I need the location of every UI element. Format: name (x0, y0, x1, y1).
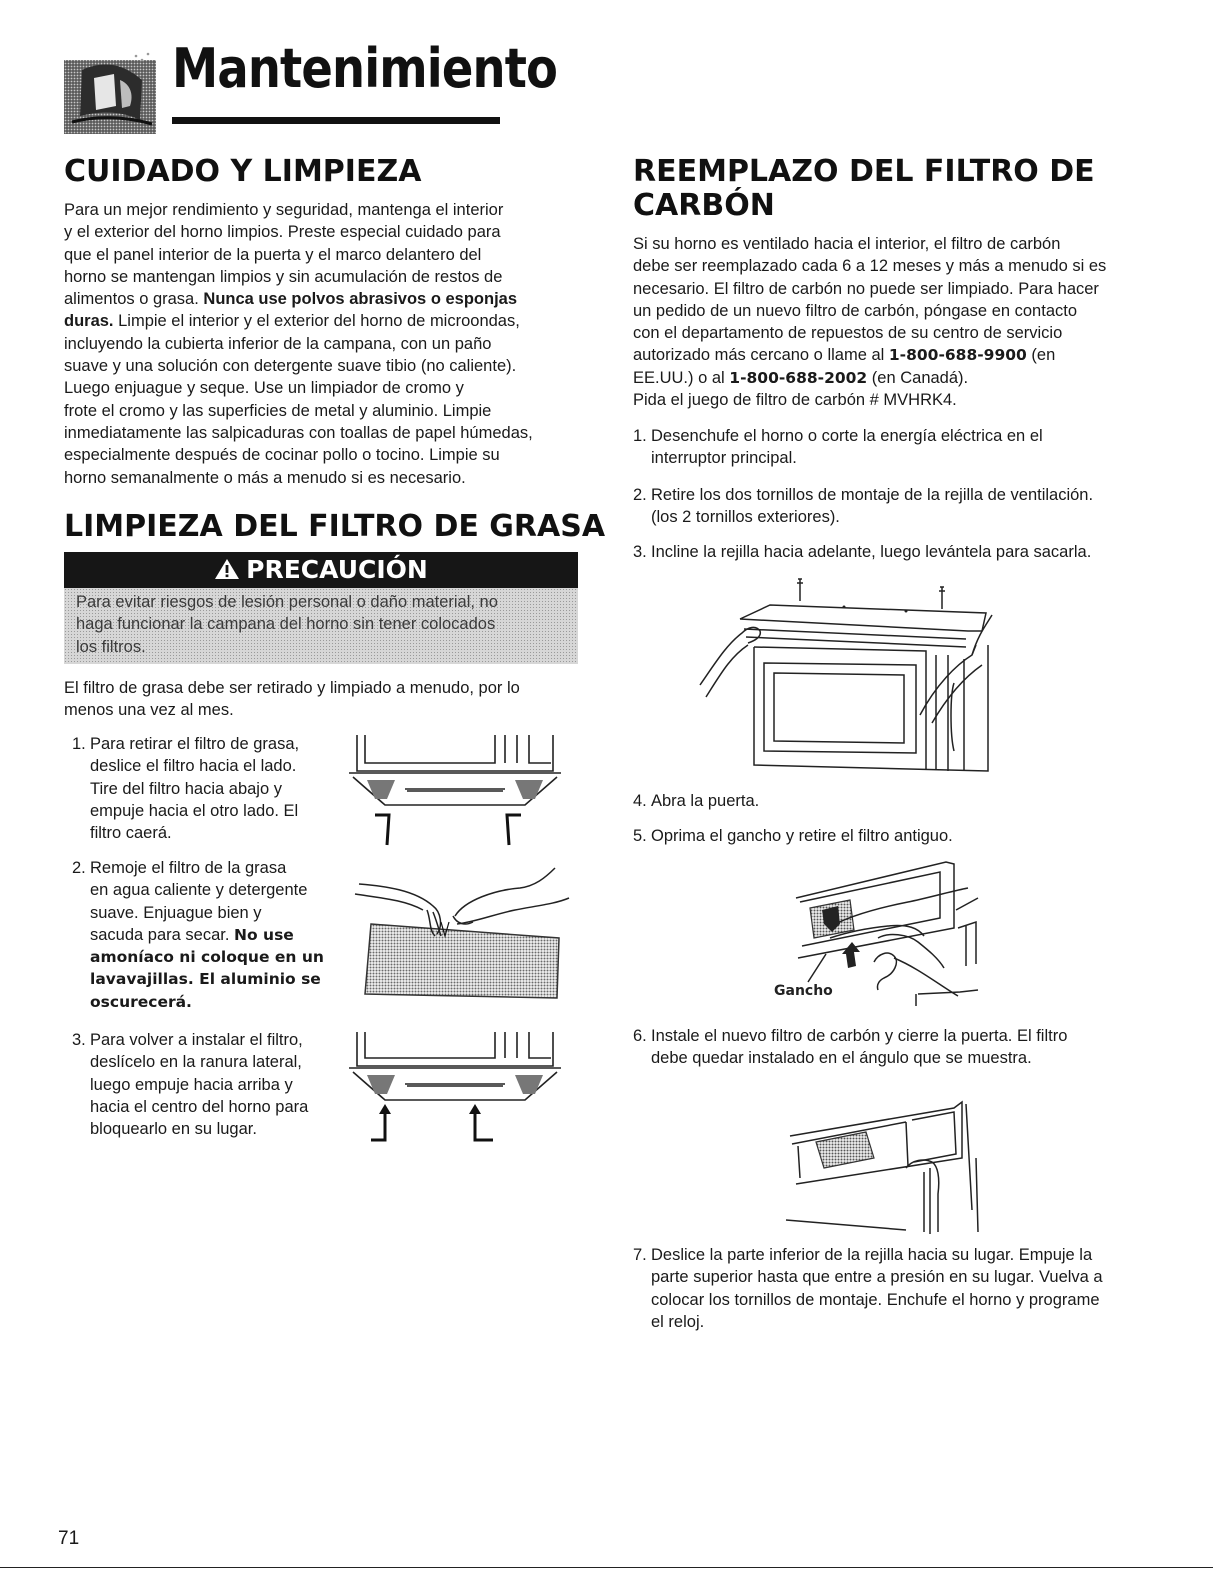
charcoal-line: un pedido de un nuevo filtro de carbón, póngase en contacto (633, 301, 1078, 320)
care-line: Para un mejor rendimiento y seguridad, mantenga el interior (64, 201, 504, 219)
grease-intro-line: El filtro de grasa debe ser retirado y limpiado a menudo, por lo (64, 679, 520, 697)
warning-triangle-icon (214, 554, 240, 590)
step-line: deslícelo en la ranura lateral, (90, 1053, 302, 1072)
charcoal-heading-line-1: REEMPLAZO DEL FILTRO DE (633, 154, 1095, 189)
bottom-rule (0, 1567, 1213, 1568)
step-line: en agua caliente y detergente (90, 881, 308, 900)
step-line: Tire del filtro hacia abajo y (90, 779, 282, 798)
phone-canada: 1-800-688-2002 (729, 368, 868, 387)
step-line: Desenchufe el horno o corte la energía eléctrica en el (651, 427, 1043, 445)
step-line: Oprima el gancho y retire el filtro antiguo. (651, 827, 953, 845)
care-paragraph (64, 199, 584, 489)
step-number: 3. (633, 543, 647, 561)
care-line: horno se mantengan limpios y sin acumulación de restos de (64, 267, 503, 286)
step-line: Retire los dos tornillos de montaje de la rejilla de ventilación. (651, 486, 1094, 504)
step-line: Instale el nuevo filtro de carbón y cierre la puerta. El filtro (651, 1027, 1068, 1045)
care-line: que el panel interior de la puerta y el marco delantero del (64, 245, 482, 264)
step-line: Remoje el filtro de la grasa (90, 859, 287, 877)
step-line: Para volver a instalar el filtro, (90, 1031, 303, 1049)
step-number: 1. (72, 735, 86, 753)
step-warning-bold: oscurecerá. (90, 992, 192, 1011)
care-line: inmediatamente las salpicaduras con toallas de papel húmedas, (64, 423, 533, 442)
page-number: 71 (58, 1528, 80, 1549)
title-underline (172, 117, 500, 124)
care-line: horno semanalmente o más a menudo si es necesario. (64, 468, 466, 487)
care-line: duras. Limpie el interior y el exterior del horno de microondas, (64, 312, 520, 331)
care-warning-bold: duras. (64, 312, 114, 331)
step-line: (los 2 tornillos exteriores). (651, 508, 840, 527)
step-line: sacuda para secar. No use (90, 925, 294, 944)
hook-label: Gancho (774, 983, 833, 999)
step-line: debe quedar instalado en el ángulo que se muestra. (651, 1049, 1032, 1068)
step-line: luego empuje hacia arriba y (90, 1075, 293, 1094)
phone-usa: 1-800-688-9900 (888, 346, 1027, 365)
step-warning-bold: amoníaco ni coloque en un (90, 948, 324, 967)
maintenance-appliance-icon (64, 50, 156, 134)
care-line: frote el cromo y las superficies de metal y aluminio. Limpie (64, 401, 492, 420)
care-line: alimentos o grasa. Nunca use polvos abrasivos o esponjas (64, 290, 518, 309)
step-number: 6. (633, 1027, 647, 1045)
care-line: incluyendo la cubierta inferior de la campana, con un paño (64, 334, 492, 353)
step-warning-bold: lavavajillas. El aluminio se (90, 970, 321, 989)
step-line: Incline la rejilla hacia adelante, luego levántela para sacarla. (651, 543, 1092, 561)
grease-intro (64, 677, 584, 722)
step-line: filtro caerá. (90, 824, 172, 843)
grease-filter-soak-illustration (345, 864, 570, 999)
caution-title: PRECAUCIÓN (246, 555, 428, 584)
step-number: 4. (633, 792, 647, 810)
charcoal-line: autorizado más cercano o llame al 1-800-688-9900 (en (633, 346, 1056, 365)
step-number: 3. (72, 1031, 86, 1049)
charcoal-line: con el departamento de repuestos de su centro de servicio (633, 324, 1063, 343)
charcoal-line: EE.UU.) o al 1-800-688-2002 (en Canadá). (633, 368, 969, 387)
step-number: 2. (72, 859, 86, 877)
step-line: parte superior hasta que entre a presión en su lugar. Vuelva a (651, 1268, 1103, 1287)
new-filter-angle-illustration (786, 1098, 986, 1240)
charcoal-heading-line-2: CARBÓN (633, 188, 775, 223)
step-line: hacia el centro del horno para (90, 1097, 309, 1116)
charcoal-intro (633, 233, 1153, 411)
caution-line: Para evitar riesgos de lesión personal o daño material, no (76, 593, 498, 611)
caution-header (64, 552, 578, 588)
caution-body (64, 588, 578, 664)
care-heading: CUIDADO Y LIMPIEZA (64, 154, 422, 189)
step-line: colocar los tornillos de montaje. Enchufe el horno y programe (651, 1290, 1100, 1309)
step-line: Abra la puerta. (651, 792, 760, 810)
step-warning-bold: No use (234, 925, 294, 944)
grease-filter-remove-illustration (345, 733, 565, 849)
charcoal-heading (633, 155, 1095, 223)
caution-line: haga funcionar la campana del horno sin tener colocados (76, 615, 496, 634)
step-line: Deslice la parte inferior de la rejilla hacia su lugar. Empuje la (651, 1246, 1093, 1264)
charcoal-line: debe ser reemplazado cada 6 a 12 meses y más a menudo si es (633, 257, 1107, 276)
step-line: bloquearlo en su lugar. (90, 1120, 257, 1139)
step-number: 7. (633, 1246, 647, 1264)
page-title: Mantenimiento (172, 37, 558, 100)
step-line: suave. Enjuague bien y (90, 903, 262, 922)
care-line: suave y una solución con detergente suave tibio (no caliente). (64, 357, 517, 376)
care-line: Luego enjuague y seque. Use un limpiador de cromo y (64, 379, 464, 398)
step-number: 1. (633, 427, 647, 445)
step-line: deslice el filtro hacia el lado. (90, 757, 297, 776)
grease-intro-line: menos una vez al mes. (64, 701, 234, 720)
step-number: 2. (633, 486, 647, 504)
step-line: Para retirar el filtro de grasa, (90, 735, 300, 753)
vent-grille-removal-illustration (700, 575, 995, 780)
step-line: empuje hacia el otro lado. El (90, 801, 299, 820)
care-warning-bold: Nunca use polvos abrasivos o esponjas (203, 290, 518, 309)
caution-line: los filtros. (76, 637, 146, 656)
step-number: 5. (633, 827, 647, 845)
grease-heading: LIMPIEZA DEL FILTRO DE GRASA (64, 509, 606, 544)
charcoal-line: Si su horno es ventilado hacia el interior, el filtro de carbón (633, 235, 1061, 253)
care-line: especialmente después de cocinar pollo o tocino. Limpie su (64, 446, 500, 465)
step-line: interruptor principal. (651, 449, 797, 468)
charcoal-line: necesario. El filtro de carbón no puede ser limpiado. Para hacer (633, 279, 1099, 298)
step-line: el reloj. (651, 1312, 705, 1331)
care-line: y el exterior del horno limpios. Preste especial cuidado para (64, 223, 501, 242)
grease-filter-install-illustration (345, 1030, 565, 1148)
filter-kit-line: Pida el juego de filtro de carbón # MVHRK4. (633, 391, 957, 410)
